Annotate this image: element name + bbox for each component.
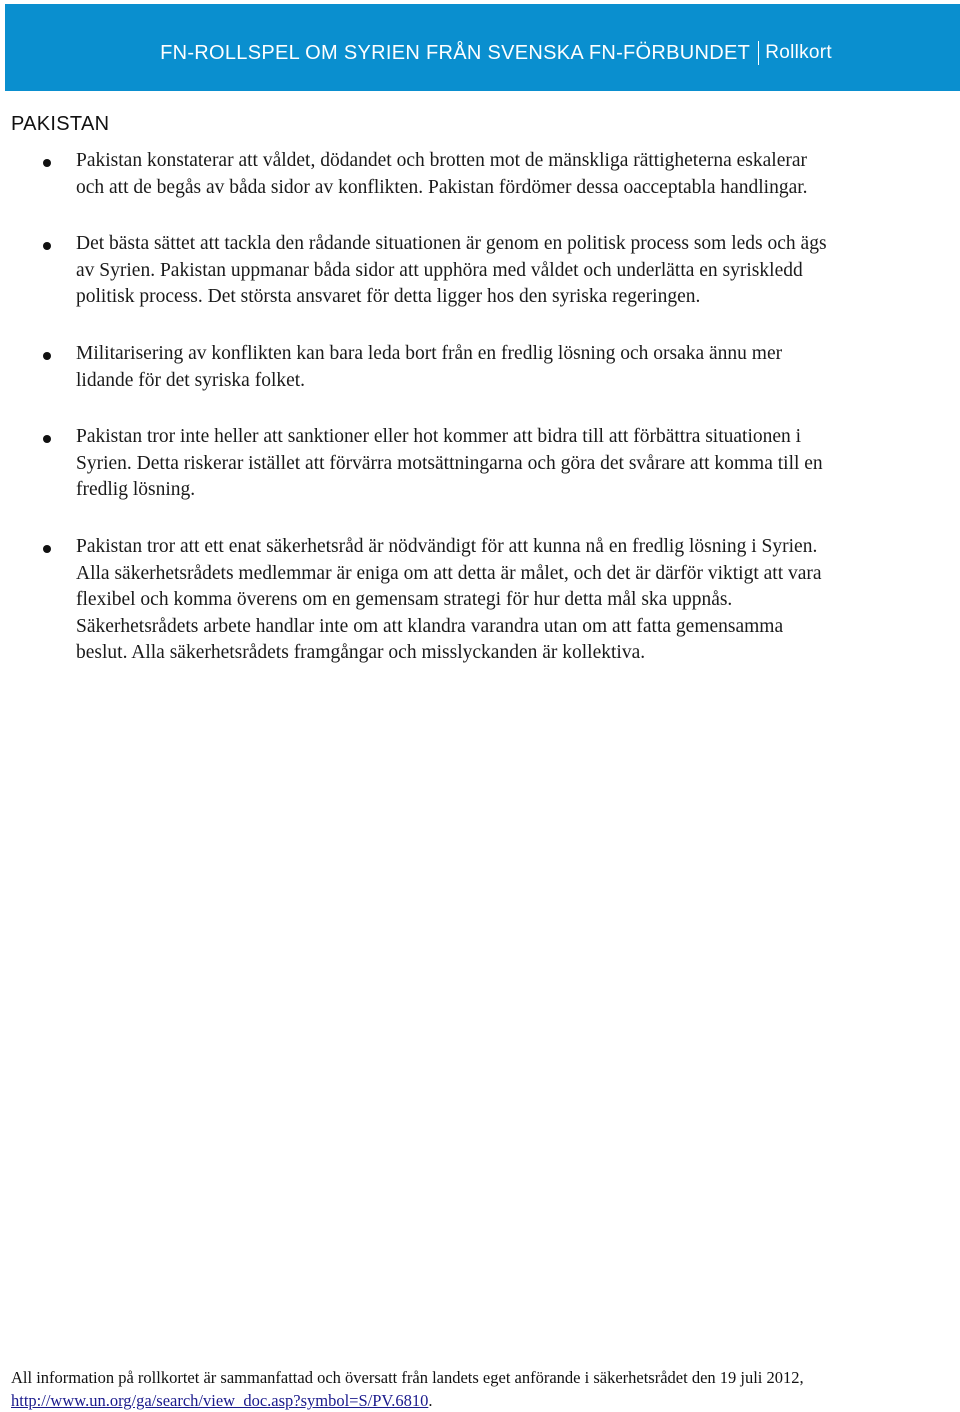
country-heading: PAKISTAN <box>11 113 110 135</box>
position-points <box>0 148 960 697</box>
footnote-end: . <box>428 1391 433 1410</box>
header-title-bar <box>160 41 832 65</box>
footnote-text: All information på rollkortet är sammanfattad och översatt från landets eget anförande i säkerhetsrådet den 19 juli 2012, <box>11 1368 804 1387</box>
document-title: FN-ROLLSPEL OM SYRIEN FRÅN SVENSKA FN-FÖRBUNDET <box>160 41 751 64</box>
point-text: Militarisering av konflikten kan bara leda bort från en fredlig lösning och orsaka ännu mer lidande för det syriska folket. <box>76 342 783 391</box>
header-band <box>5 4 960 91</box>
point-text: Det bästa sättet att tackla den rådande situationen är genom en politisk process som leds och ägs av Syrien. Pakistan uppmanar båda sidor att upphöra med våldet och underlätta en syriskledd politisk process. Det största ansvaret för detta ligger hos den syriska regeringen. <box>76 233 827 308</box>
position-point <box>0 148 836 201</box>
bullet-icon <box>43 352 51 360</box>
position-point <box>0 341 836 394</box>
position-point <box>0 424 836 504</box>
point-text: Pakistan konstaterar att våldet, dödandet och brotten mot de mänskliga rättigheterna eskalerar och att de begås av båda sidor av konflikten. Pakistan fördömer dessa oacceptabla handlingar. <box>76 150 808 198</box>
position-point <box>0 534 836 667</box>
point-text: Pakistan tror inte heller att sanktioner eller hot kommer att bidra till att förbättra situationen i Syrien. Detta riskerar istället att förvärra motsättningarna och göra det svårare att komma till en fredlig lösning. <box>76 426 823 501</box>
point-text: Pakistan tror att ett enat säkerhetsråd är nödvändigt för att kunna nå en fredlig lösning i Syrien. Alla säkerhetsrådets medlemmar är eniga om att detta är målet, och det är därför viktigt att vara flexibel och komma överens om en gemensam strategi för hur detta mål ska uppnås. Säkerhetsrådets arbete handlar inte om att klandra varandra utan om att fatta gemensamma beslut. Alla säkerhetsrådets framgångar och misslyckanden är kollektiva. <box>76 535 822 664</box>
source-link[interactable]: http://www.un.org/ga/search/view_doc.asp?symbol=S/PV.6810 <box>11 1391 429 1410</box>
document-role: Rollkort <box>765 42 832 63</box>
position-point <box>0 231 836 311</box>
bullet-icon <box>43 545 51 553</box>
header-divider <box>758 41 759 65</box>
bullet-icon <box>43 242 51 250</box>
source-footnote <box>11 1366 831 1412</box>
bullet-icon <box>43 435 51 443</box>
bullet-icon <box>43 159 51 167</box>
